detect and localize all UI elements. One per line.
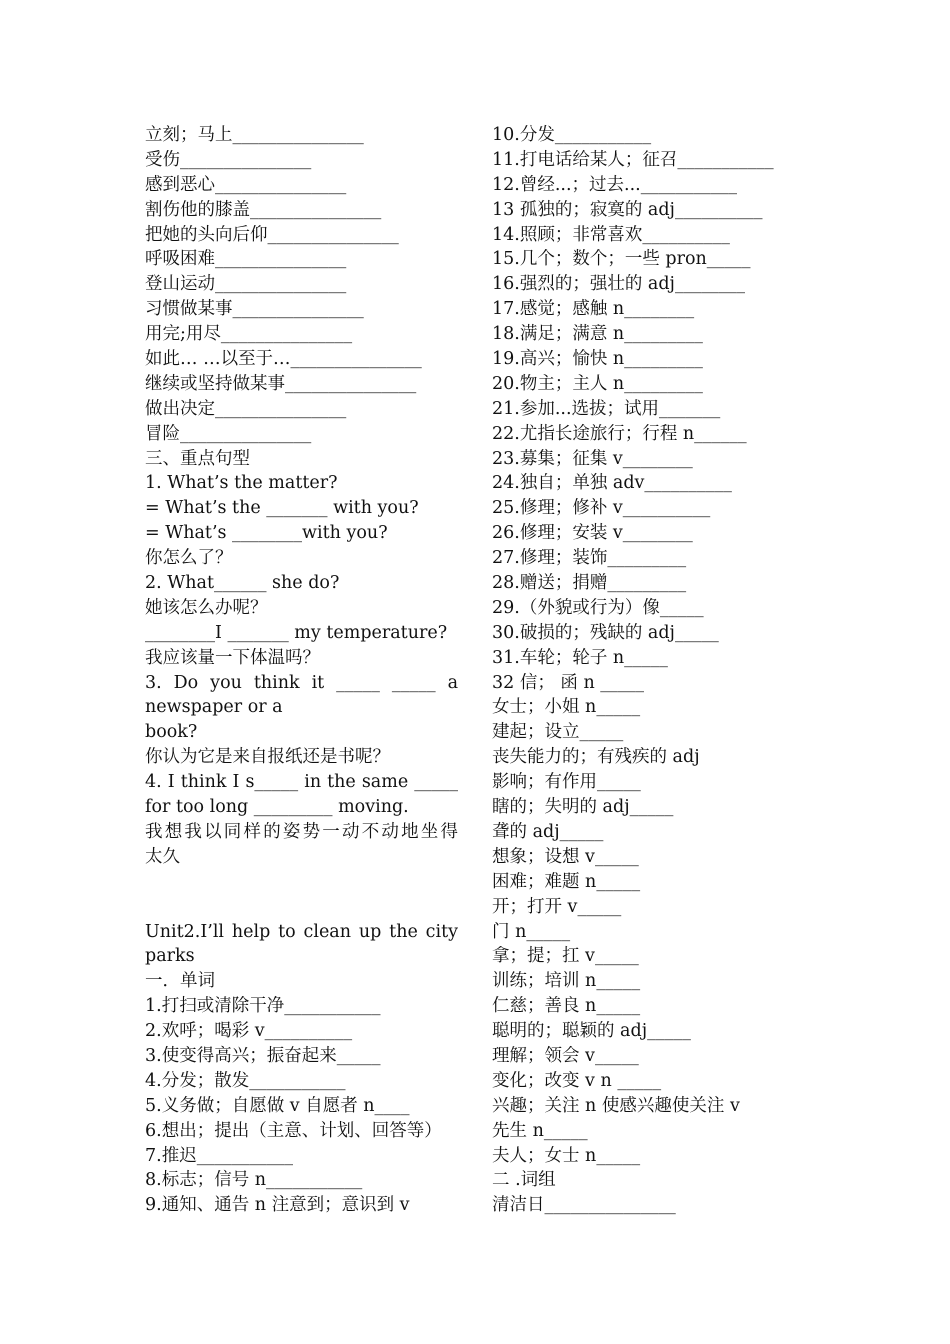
worksheet-line: = What’s the _______ with you?: [145, 498, 419, 519]
vocab-line: 困难；难题 n_____: [492, 871, 641, 892]
vocab-line: 训练；培训 n_____: [492, 971, 641, 992]
vocab-line: 8.标志；信号 n___________: [145, 1170, 363, 1191]
vocab-line: 1.打扫或清除干净___________: [145, 996, 381, 1017]
vocab-line: 清洁日_______________: [492, 1195, 676, 1216]
vocab-line: 21.参加...选拔；试用_______: [492, 398, 721, 419]
spacer: [145, 895, 458, 920]
vocab-line: 9.通知、通告 n 注意到；意识到 v: [145, 1195, 410, 1216]
vocab-line: 18.满足；满意 n_________: [492, 324, 703, 345]
vocab-line: 30.破损的；残缺的 adj_____: [492, 622, 719, 643]
unit-title: Unit2.I’ll help to clean up the city: [145, 921, 458, 942]
vocab-line: 23.募集；征集 v________: [492, 448, 693, 469]
worksheet-line: newspaper or a: [145, 697, 283, 718]
vocab-line: 7.推迟___________: [145, 1145, 293, 1166]
vocab-line: 17.感觉；感触 n________: [492, 299, 695, 320]
vocab-line: 拿；提；扛 v_____: [492, 946, 639, 967]
unit-title-2: parks: [145, 946, 195, 967]
vocab-line: 想象；设想 v_____: [492, 846, 639, 867]
vocab-line: 14.照顾；非常喜欢__________: [492, 224, 730, 245]
vocab-line: 开；打开 v_____: [492, 896, 622, 917]
worksheet-line: = What’s ________with you?: [145, 523, 388, 544]
vocab-line: 影响；有作用_____: [492, 772, 641, 793]
vocab-line: 15.几个；数个；一些 pron_____: [492, 249, 751, 270]
vocab-line: 聪明的；聪颖的 adj_____: [492, 1021, 691, 1042]
worksheet-line: 做出决定_______________: [145, 398, 347, 419]
question-4-line-2: for too long _________ moving.: [145, 797, 409, 818]
right-lines: [492, 123, 802, 1218]
vocab-line: 丧失能力的；有残疾的 adj: [492, 747, 700, 768]
worksheet-line: 呼吸困难_______________: [145, 249, 347, 270]
worksheet-line: 割伤他的膝盖_______________: [145, 199, 382, 220]
vocab-line: 6.想出；提出（主意、计划、回答等）: [145, 1120, 442, 1141]
worksheet-line: 2. What______ she do?: [145, 573, 340, 594]
vocab-line: 3.使变得高兴；振奋起来_____: [145, 1045, 381, 1066]
worksheet-line: 1. What’s the matter?: [145, 473, 338, 494]
vocab-line: 19.高兴；愉快 n_________: [492, 349, 703, 370]
vocab-line: 20.物主；主人 n_________: [492, 373, 703, 394]
worksheet-line: book?: [145, 722, 198, 743]
vocab-line: 门 n_____: [492, 921, 571, 942]
worksheet-line: 立刻；马上_______________: [145, 125, 364, 145]
worksheet-line: 你怎么了？: [145, 548, 233, 569]
worksheet-line: 三、重点句型: [145, 448, 250, 469]
worksheet-line: 感到恶心_______________: [145, 174, 347, 195]
left-column: [145, 123, 458, 1218]
vocab-line: 先生 n_____: [492, 1120, 588, 1141]
left-part1-lines: [145, 123, 458, 671]
vocab-line: 女士；小姐 n_____: [492, 697, 641, 718]
worksheet-line: 习惯做某事_______________: [145, 299, 364, 320]
vocab-line: 31.车轮；轮子 n_____: [492, 647, 668, 668]
vocab-line: 29.（外貌或行为）像_____: [492, 597, 704, 618]
worksheet-line: 你认为它是来自报纸还是书呢？: [145, 747, 390, 768]
worksheet-line: 继续或坚持做某事_______________: [145, 373, 417, 394]
vocab-line: 聋的 adj_____: [492, 821, 604, 842]
vocab-line: 仁慈；善良 n_____: [492, 996, 641, 1017]
worksheet-line: 她该怎么办呢？: [145, 597, 268, 618]
vocab-line: 一．单词: [145, 971, 215, 992]
vocab-line: 10.分发___________: [492, 125, 652, 145]
vocab-line: 4.分发；散发___________: [145, 1070, 346, 1091]
vocab-line: 11.打电话给某人；征召___________: [492, 149, 774, 170]
question-4-line: 4. I think I s_____ in the same _____: [145, 772, 458, 793]
question-3-line: 3. Do you think it _____ _____ a: [145, 672, 458, 693]
vocab-line: 2.欢呼；喝彩 v__________: [145, 1021, 353, 1042]
worksheet-line: 冒险_______________: [145, 423, 312, 444]
worksheet-line: ________I _______ my temperature?: [145, 622, 448, 643]
vocab-line: 变化；改变 v n _____: [492, 1070, 662, 1091]
vocab-line: 夫人；女士 n_____: [492, 1145, 641, 1166]
vocab-line: 建起；设立_____: [492, 722, 624, 743]
vocab-line: 理解；领会 v_____: [492, 1045, 639, 1066]
vocab-line: 22.尤指长途旅行；行程 n______: [492, 423, 747, 444]
vocab-line: 兴趣；关注 n 使感兴趣使关注 v: [492, 1095, 740, 1116]
left-part3-lines: [145, 969, 458, 1218]
vocab-line: 16.强烈的；强壮的 adj________: [492, 274, 745, 295]
vocab-line: 32 信； 函 n _____: [492, 672, 645, 693]
vocab-line: 24.独自；单独 adv__________: [492, 473, 732, 494]
vocab-line: 13 孤独的；寂寞的 adj__________: [492, 199, 763, 220]
vocab-line: 25.修理；修补 v__________: [492, 498, 711, 519]
worksheet-line: 用完;用尽_______________: [145, 324, 353, 345]
left-part2-lines: [145, 695, 458, 770]
vocab-line: 12.曾经...；过去...___________: [492, 174, 737, 195]
worksheet-line: 我应该量一下体温吗？: [145, 647, 320, 668]
question-4-translation: 我想我以同样的姿势一动不动地坐得: [145, 821, 458, 842]
spacer: [145, 870, 458, 895]
worksheet-line: 如此… …以至于…_______________: [145, 349, 422, 370]
vocab-line: 5.义务做；自愿做 v 自愿者 n____: [145, 1095, 410, 1116]
vocab-line: 瞎的；失明的 adj_____: [492, 797, 674, 818]
vocab-line: 二 .词组: [492, 1170, 556, 1191]
vocab-line: 28.赠送；捐赠_________: [492, 573, 687, 594]
right-column: [492, 123, 802, 1218]
vocab-line: 26.修理；安装 v________: [492, 523, 693, 544]
worksheet-line: 登山运动_______________: [145, 274, 347, 295]
vocab-line: 27.修理；装饰_________: [492, 548, 687, 569]
question-4-translation-2: 太久: [145, 846, 180, 867]
worksheet-line: 受伤_______________: [145, 149, 312, 170]
worksheet-line: 把她的头向后仰_______________: [145, 224, 399, 245]
